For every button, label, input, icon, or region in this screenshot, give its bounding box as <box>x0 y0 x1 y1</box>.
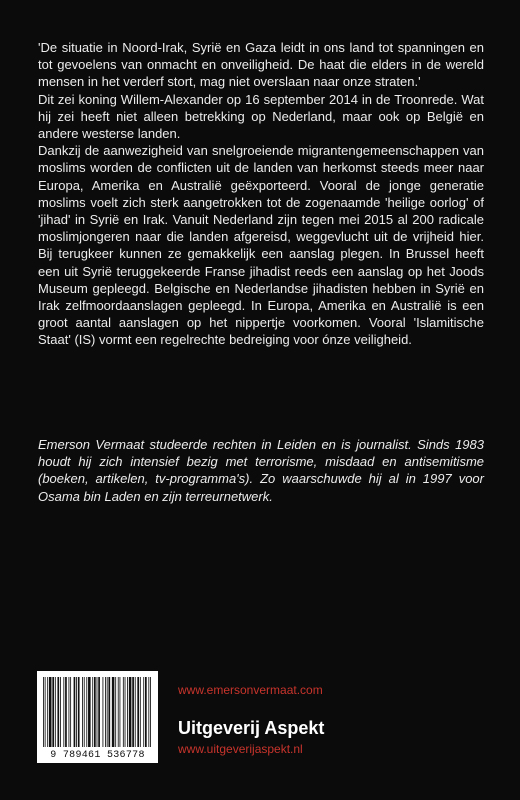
barcode-digits: 9 789461 536778 <box>50 750 145 761</box>
author-bio: Emerson Vermaat studeerde rechten in Leiden en is journalist. Sinds 1983 houdt hij zich intensief bezig met terrorisme, misdaad en antisemitisme (boeken, artikelen, tv-programma's). Zo waarschuwde hij al in 1997 voor Osama bin Laden en zijn terreurnetwerk. <box>38 437 484 504</box>
barcode-bars <box>43 677 152 747</box>
author-website-link[interactable]: www.emersonvermaat.com <box>178 683 323 697</box>
main-paragraph: Dankzij de aanwezigheid van snelgroeiende migrantengemeenschappen van moslims worden de conflicten uit de landen van herkomst steeds meer naar Europa, Amerika en Australië geëxporteerd. Vooral de jonge generatie moslims voelt zich sterk aangetrokken tot de zogenaamde 'heilige oorlog' of 'jihad' in Syrië en Irak. Vanuit Nederland zijn tegen mei 2015 al 200 radicale moslimjongeren naar die landen afgereisd, weggevlucht uit de vrijheid hier. Bij terugkeer kunnen ze gemakkelijk een aanslag plegen. In Brussel heeft een uit Syrië teruggekeerde Franse jihadist reeds een aanslag op het Joods Museum gepleegd. Belgische en Nederlandse jihadisten hebben in Syrië en Irak zelfmoordaanslagen gepleegd. In Europa, Amerika en Australië is een groot aantal aanslagen op het nippertje voorkomen. Vooral 'Islamitische Staat' (IS) vormt een regelrechte bedreiging voor ónze veiligheid. <box>38 143 484 348</box>
publisher-website-link[interactable]: www.uitgeverijaspekt.nl <box>178 742 303 756</box>
speech-paragraph: Dit zei koning Willem-Alexander op 16 september 2014 in de Troonrede. Wat hij zei heeft niet alleen betrekking op Nederland, maar ook op België en andere westerse landen. <box>38 91 484 142</box>
back-cover-text <box>38 39 484 349</box>
isbn-barcode <box>37 671 158 763</box>
quote-paragraph: 'De situatie in Noord-Irak, Syrië en Gaza leidt in ons land tot spanningen en tot gevoelens van onmacht en onveiligheid. De haat die elders in de wereld mensen in het verderf stort, mag niet overslaan naar onze straten.' <box>38 40 484 90</box>
publisher-name: Uitgeverij Aspekt <box>178 718 325 738</box>
